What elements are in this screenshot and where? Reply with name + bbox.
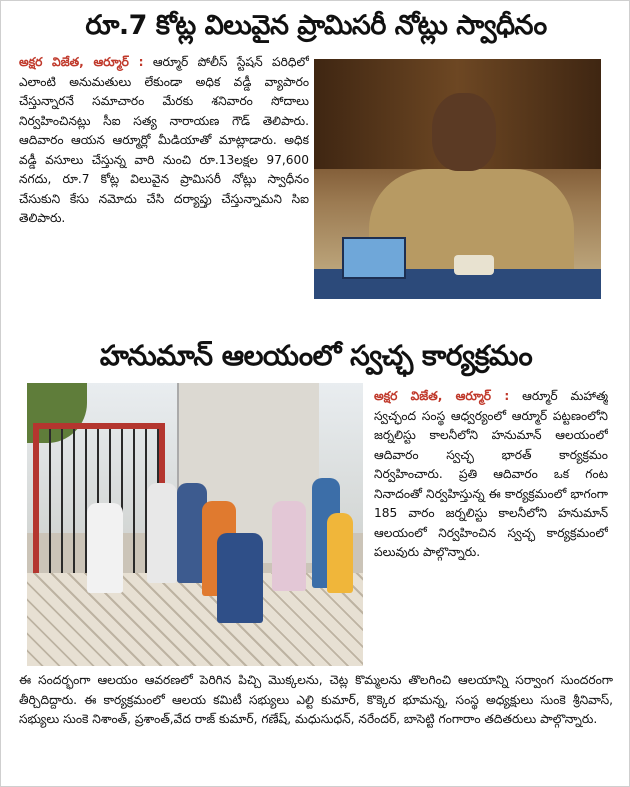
photo1-tablet [342, 237, 406, 279]
photo2-volunteer [327, 513, 353, 593]
photo-police-officer [314, 59, 601, 299]
photo1-officer-head [432, 93, 496, 171]
article1-byline: అక్షర విజేత, ఆర్మూర్ : [19, 55, 144, 69]
article2-body-side [374, 387, 608, 669]
photo2-volunteer [147, 483, 177, 583]
article2-body-bottom: ఈ సందర్భంగా ఆలయం ఆవరణలో పెరిగిన పిచ్చి మొక్కలను, చెట్ల కొమ్మలను తొలగించి ఆలయాన్ని సర్వాంగ సుందరంగా తీర్చిదిద్దారు. ఈ కార్యక్రమంలో ఆలయ కమిటీ సభ్యులు ఎల్టి కుమార్, కొక్కెర భూమన్న, సంస్థ అధ్యక్షులు సుంకె శ్రీనివాస్, సభ్యులు సుంకె నిశాంత్, ప్రశాంత్,వేద రాజ్ కుమార్, గణేష్, మధుసుధన్, నరేందర్, బాసెట్టి గంగారాం తదితరులు పాల్గొన్నారు. [19, 673, 613, 726]
headline-hanuman-temple-cleaning: హనుమాన్ ఆలయంలో స్వచ్ఛ కార్యక్రమం [99, 339, 533, 372]
photo1-microphone [454, 255, 494, 275]
photo2-volunteer [87, 503, 123, 593]
article2-byline: అక్షర విజేత, ఆర్మూర్ : [374, 389, 510, 403]
photo-temple-cleaning [27, 383, 363, 666]
photo2-volunteer [217, 533, 263, 623]
photo2-volunteer [272, 501, 306, 591]
article1-body [19, 53, 309, 323]
article2-text-side: ఆర్మూర్ మహాత్మ స్వచ్ఛంద సంస్థ ఆధ్వర్యంలో ఆర్మూర్ పట్టణంలోని జర్నలిస్టు కాలనీలోని హనుమాన్ ఆలయంలో ఆదివారం స్వచ్ఛ భారత్ కార్యక్రమం నిర్వహించారు. ప్రతి ఆదివారం ఒక గంట నినాదంతో నిర్వహిస్తున్న ఈ కార్యక్రమంలో భాగంగా 185 వారం జర్నలిస్టు కాలనీలోని హనుమాన్ ఆలయంలో నిర్వహించిన స్వచ్ఛ కార్యక్రమంలో పలువురు పాల్గొన్నారు. [374, 389, 608, 559]
article1-text: ఆర్మూర్ పోలీస్ స్టేషన్ పరిధిలో ఎలాంటి అనుమతులు లేకుండా అధిక వడ్డీ వ్యాపారం చేస్తున్నారనే సమాచారం మేరకు శనివారం సోదాలు నిర్వహించినట్లు సీఐ సత్య నారాయణ గౌడ్ తెలిపారు. ఆదివారం ఆయన ఆర్మూర్లో మీడియాతో మాట్లాడారు. అధిక వడ్డీ వసూలు చేస్తున్న వారి నుంచి రూ.13లక్షల 97,600 నగదు, రూ.7 కోట్ల విలువైన ప్రామిసరీ నోట్లు స్వాధీనం చేసుకుని కేసు నమోదు చేసి దర్యాప్తు చేస్తున్నామని సిఐ తెలిపారు. [19, 55, 309, 225]
headline-promissory-notes: రూ.7 కోట్ల విలువైన ప్రామిసరీ నోట్లు స్వాధీనం [85, 10, 547, 41]
